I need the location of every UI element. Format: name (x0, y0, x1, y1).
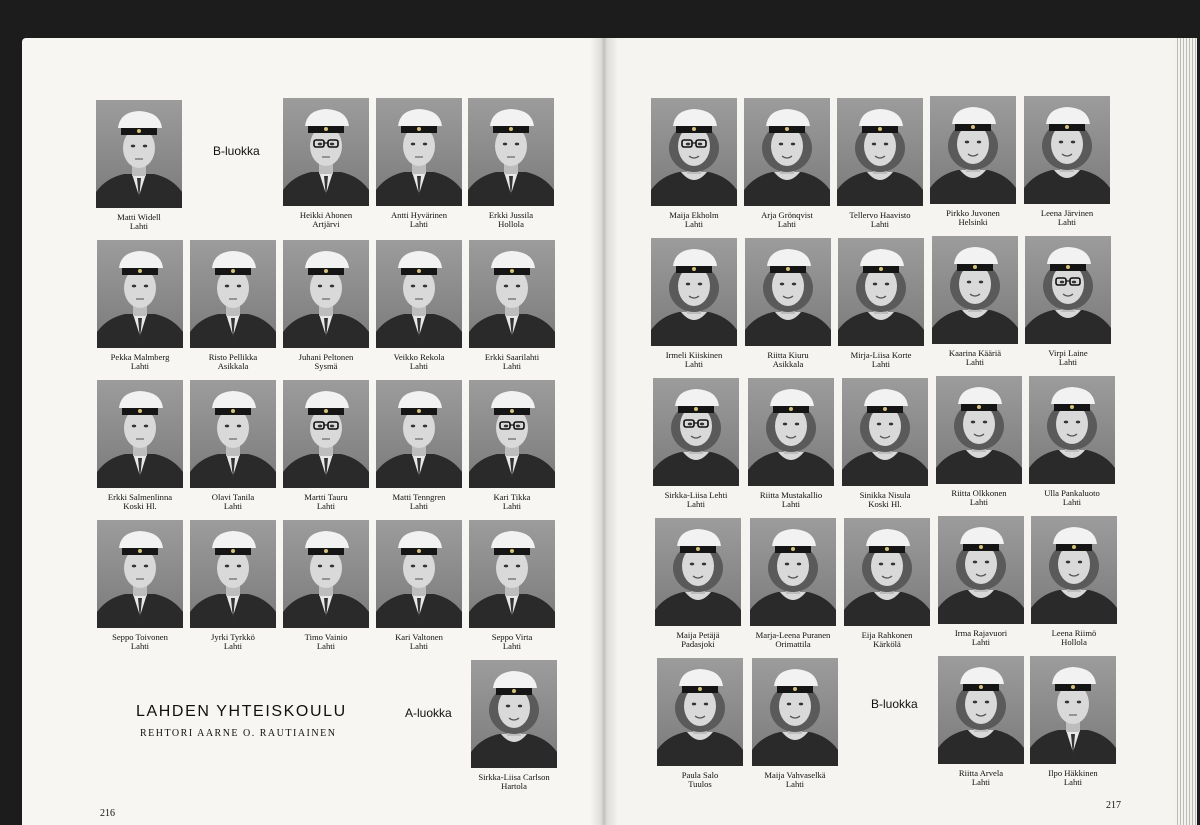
student-caption (645, 771, 755, 790)
student-name: Maija Vahvaselkä (764, 770, 826, 780)
student-photo (376, 98, 462, 206)
student-hometown: Lahti (971, 777, 991, 788)
student-hometown: Lahti (965, 357, 985, 368)
student-photo (748, 378, 834, 486)
student-hometown: Kärkölä (873, 639, 901, 650)
student-name: Leena Järvinen (1040, 208, 1094, 218)
student-hometown: Lahti (1058, 357, 1078, 368)
student-hometown: Asikkala (217, 361, 249, 372)
student-photo (844, 518, 930, 626)
student-name: Jyrki Tyrkkö (211, 632, 255, 642)
student-hometown: Lahti (129, 221, 149, 232)
student-name: Antti Hyvärinen (390, 210, 448, 220)
student-photo (97, 380, 183, 488)
student-photo (1029, 376, 1115, 484)
student-name: Riitta Olkkonen (951, 488, 1007, 498)
student-hometown: Lahti (781, 499, 801, 510)
student-name: Martti Tauru (304, 492, 348, 502)
student-photo (469, 520, 555, 628)
student-hometown: Hollola (498, 219, 524, 230)
student-name: Erkki Saarilahti (484, 352, 540, 362)
student-photo (190, 240, 276, 348)
student-photo (936, 376, 1022, 484)
student-name: Seppo Toivonen (112, 632, 168, 642)
student-hometown: Lahti (223, 641, 243, 652)
student-hometown: Artjärvi (312, 219, 340, 230)
student-caption (84, 213, 194, 232)
student-name: Ulla Pankaluoto (1044, 488, 1100, 498)
student-hometown: Koski Hl. (123, 501, 157, 512)
student-caption (1019, 629, 1129, 648)
student-name: Ilpo Häkkinen (1048, 768, 1098, 778)
student-name: Sirkka-Liisa Lehti (664, 490, 728, 500)
student-name: Heikki Ahonen (299, 210, 353, 220)
student-name: Timo Vainio (304, 632, 348, 642)
student-hometown: Lahti (969, 497, 989, 508)
student-hometown: Lahti (130, 641, 150, 652)
student-photo (190, 380, 276, 488)
student-caption (641, 491, 751, 510)
student-photo (283, 380, 369, 488)
student-photo (837, 98, 923, 206)
student-name: Olavi Tanila (211, 492, 255, 502)
student-photo (469, 240, 555, 348)
student-photo (745, 238, 831, 346)
student-hometown: Sysmä (314, 361, 338, 372)
student-photo (376, 520, 462, 628)
student-name: Eija Rahkonen (861, 630, 913, 640)
student-caption (457, 353, 567, 372)
rector-line: REHTORI AARNE O. RAUTIAINEN (140, 728, 337, 739)
student-name: Pirkko Juvonen (946, 208, 1000, 218)
student-name: Maija Ekholm (669, 210, 719, 220)
student-hometown: Lahti (316, 641, 336, 652)
student-hometown: Lahti (871, 359, 891, 370)
student-name: Irma Rajavuori (954, 628, 1008, 638)
student-photo (1031, 516, 1117, 624)
student-hometown: Lahti (223, 501, 243, 512)
student-photo (750, 518, 836, 626)
student-photo (283, 98, 369, 206)
student-name: Kari Tikka (493, 492, 531, 502)
student-hometown: Lahti (785, 779, 805, 790)
student-name: Riitta Mustakallio (759, 490, 823, 500)
student-photo (932, 236, 1018, 344)
student-photo (1025, 236, 1111, 344)
student-hometown: Lahti (1057, 217, 1077, 228)
book-gutter (590, 38, 618, 825)
student-hometown: Lahti (777, 219, 797, 230)
student-photo (838, 238, 924, 346)
student-hometown: Koski Hl. (868, 499, 902, 510)
student-hometown: Lahti (1062, 497, 1082, 508)
student-hometown: Lahti (409, 501, 429, 512)
student-photo (283, 520, 369, 628)
page-number-left: 216 (100, 808, 115, 819)
class-label-b-left: B-luokka (213, 144, 260, 158)
student-hometown: Lahti (130, 361, 150, 372)
student-name: Seppo Virta (491, 632, 533, 642)
student-caption (1012, 209, 1122, 228)
student-name: Irmeli Kiiskinen (665, 350, 723, 360)
student-name: Arja Grönqvist (761, 210, 813, 220)
student-photo (1024, 96, 1110, 204)
page-edges (1175, 38, 1197, 825)
student-hometown: Tuulos (688, 779, 712, 790)
student-name: Riitta Kiuru (767, 350, 809, 360)
student-photo (468, 98, 554, 206)
student-caption (643, 631, 753, 650)
student-photo (657, 658, 743, 766)
student-name: Matti Tenngren (392, 492, 446, 502)
class-label-b-right: B-luokka (871, 697, 918, 711)
student-name: Riitta Arvela (958, 768, 1004, 778)
student-name: Veikko Rekola (393, 352, 445, 362)
student-photo (752, 658, 838, 766)
student-hometown: Padasjoki (681, 639, 715, 650)
student-photo (96, 100, 182, 208)
student-name: Kaarina Kääriä (948, 348, 1002, 358)
student-name: Sirkka-Liisa Carlson (478, 772, 550, 782)
student-photo (376, 380, 462, 488)
student-name: Sinikka Nisula (859, 490, 911, 500)
student-hometown: Asikkala (772, 359, 804, 370)
student-hometown: Hollola (1061, 637, 1087, 648)
student-photo (1030, 656, 1116, 764)
student-hometown: Lahti (971, 637, 991, 648)
student-caption (1013, 349, 1123, 368)
student-name: Virpi Laine (1048, 348, 1088, 358)
student-hometown: Hartola (501, 781, 527, 792)
student-caption (740, 771, 850, 790)
class-label-a: A-luokka (405, 706, 452, 720)
student-photo (744, 98, 830, 206)
student-name: Paula Salo (681, 770, 719, 780)
student-hometown: Lahti (409, 641, 429, 652)
student-hometown: Lahti (502, 361, 522, 372)
student-photo (653, 378, 739, 486)
student-caption (457, 493, 567, 512)
student-photo (655, 518, 741, 626)
student-name: Risto Pellikka (208, 352, 258, 362)
student-name: Mirja-Liisa Korte (850, 350, 912, 360)
student-photo (938, 656, 1024, 764)
student-hometown: Lahti (409, 219, 429, 230)
student-hometown: Lahti (502, 501, 522, 512)
student-hometown: Lahti (1063, 777, 1083, 788)
student-photo (190, 520, 276, 628)
student-caption (459, 773, 569, 792)
student-name: Kari Valtonen (395, 632, 443, 642)
student-photo (651, 238, 737, 346)
student-photo (938, 516, 1024, 624)
student-hometown: Orimattila (775, 639, 811, 650)
student-name: Erkki Salmenlinna (107, 492, 173, 502)
student-photo (930, 96, 1016, 204)
student-photo (376, 240, 462, 348)
student-hometown: Lahti (409, 361, 429, 372)
page-number-right: 217 (1106, 800, 1121, 811)
student-hometown: Lahti (684, 359, 704, 370)
school-title: LAHDEN YHTEISKOULU (136, 703, 347, 720)
student-name: Matti Widell (117, 212, 161, 222)
student-photo (471, 660, 557, 768)
student-caption (456, 211, 566, 230)
student-hometown: Lahti (502, 641, 522, 652)
student-name: Tellervo Haavisto (849, 210, 911, 220)
student-hometown: Helsinki (958, 217, 988, 228)
student-photo (97, 520, 183, 628)
student-hometown: Lahti (684, 219, 704, 230)
student-caption (1018, 769, 1128, 788)
student-name: Erkki Jussila (488, 210, 534, 220)
student-name: Marja-Leena Puranen (755, 630, 831, 640)
student-name: Maija Petäjä (676, 630, 720, 640)
student-photo (97, 240, 183, 348)
student-photo (842, 378, 928, 486)
student-hometown: Lahti (316, 501, 336, 512)
student-photo (651, 98, 737, 206)
student-photo (469, 380, 555, 488)
student-caption (1017, 489, 1127, 508)
student-name: Pekka Malmberg (110, 352, 170, 362)
student-name: Leena Riimö (1051, 628, 1097, 638)
student-hometown: Lahti (870, 219, 890, 230)
student-name: Juhani Peltonen (298, 352, 354, 362)
student-caption (457, 633, 567, 652)
student-hometown: Lahti (686, 499, 706, 510)
student-photo (283, 240, 369, 348)
